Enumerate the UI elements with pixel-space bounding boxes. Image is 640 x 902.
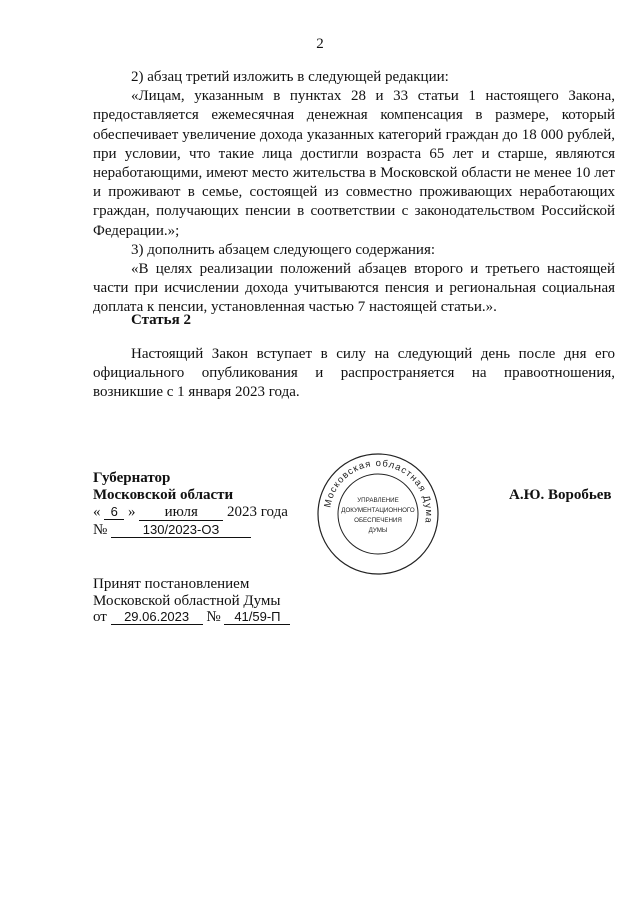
amendment-text xyxy=(93,68,615,318)
date-day: 6 xyxy=(104,504,124,520)
law-number: 130/2023-ОЗ xyxy=(111,522,251,538)
date-year: 2023 года xyxy=(227,504,288,520)
adoption-date: 29.06.2023 xyxy=(111,609,203,625)
paragraph-2: «Лицам, указанным в пунктах 28 и 33 статьи 1 настоящего Закона, предоставляется ежемесячная денежная компенсация в размере, который обеспечивает увеличение дохода указанных категорий граждан до 18 000 рублей, при условии, что такие лица достигли возраста 65 лет и старше, являются неработающими, имеют место жительства в Московской области не менее 10 лет и проживают в семье, состоящей из совместно проживающих неработающих граждан, получающих пенсии в соответствии с законодательством Российской Федерации.»; xyxy=(93,88,615,239)
stamp-line-2: ДОКУМЕНТАЦИОННОГО xyxy=(341,507,415,514)
paragraph-3: 3) дополнить абзацем следующего содержания: xyxy=(131,241,436,258)
page-number: 2 xyxy=(316,36,324,52)
from-label: от xyxy=(93,609,107,625)
stamp-line-4: ДУМЫ xyxy=(368,527,388,534)
open-quote: « xyxy=(93,504,101,520)
signature-date xyxy=(93,503,303,522)
official-stamp xyxy=(316,452,440,576)
signatory-name: А.Ю. Воробьев xyxy=(509,487,612,503)
date-month: июля xyxy=(139,505,223,521)
adoption-details xyxy=(93,608,290,627)
article-body xyxy=(93,345,615,403)
stamp-ring-text: Московская областная Дума xyxy=(322,457,435,525)
governor-title-1: Губернатор xyxy=(93,470,171,486)
close-quote: » xyxy=(128,504,136,520)
governor-title-2: Московской области xyxy=(93,487,234,503)
number-sign: № xyxy=(93,522,108,538)
stamp-line-1: УПРАВЛЕНИЕ xyxy=(357,497,399,504)
law-number-line xyxy=(93,521,251,540)
adoption-number: 41/59-П xyxy=(224,609,290,625)
paragraph-1: 2) абзац третий изложить в следующей редакции: xyxy=(131,69,449,85)
paragraph-4: «В целях реализации положений абзацев второго и третьего настоящей части при исчислении дохода учитываются пенсия и региональная социальная доплата к пенсии, установленная частью 7 настоящей статьи.». xyxy=(93,261,615,316)
article-paragraph: Настоящий Закон вступает в силу на следующий день после дня его официального опубликования и распространяется на правоотношения, возникшие с 1 января 2023 года. xyxy=(93,346,615,401)
adoption-line-1: Принят постановлением xyxy=(93,576,250,592)
article-heading: Статья 2 xyxy=(131,312,191,328)
adoption-line-2: Московской областной Думы xyxy=(93,593,281,609)
stamp-line-3: ОБЕСПЕЧЕНИЯ xyxy=(354,517,402,524)
adoption-number-sign: № xyxy=(206,609,221,625)
